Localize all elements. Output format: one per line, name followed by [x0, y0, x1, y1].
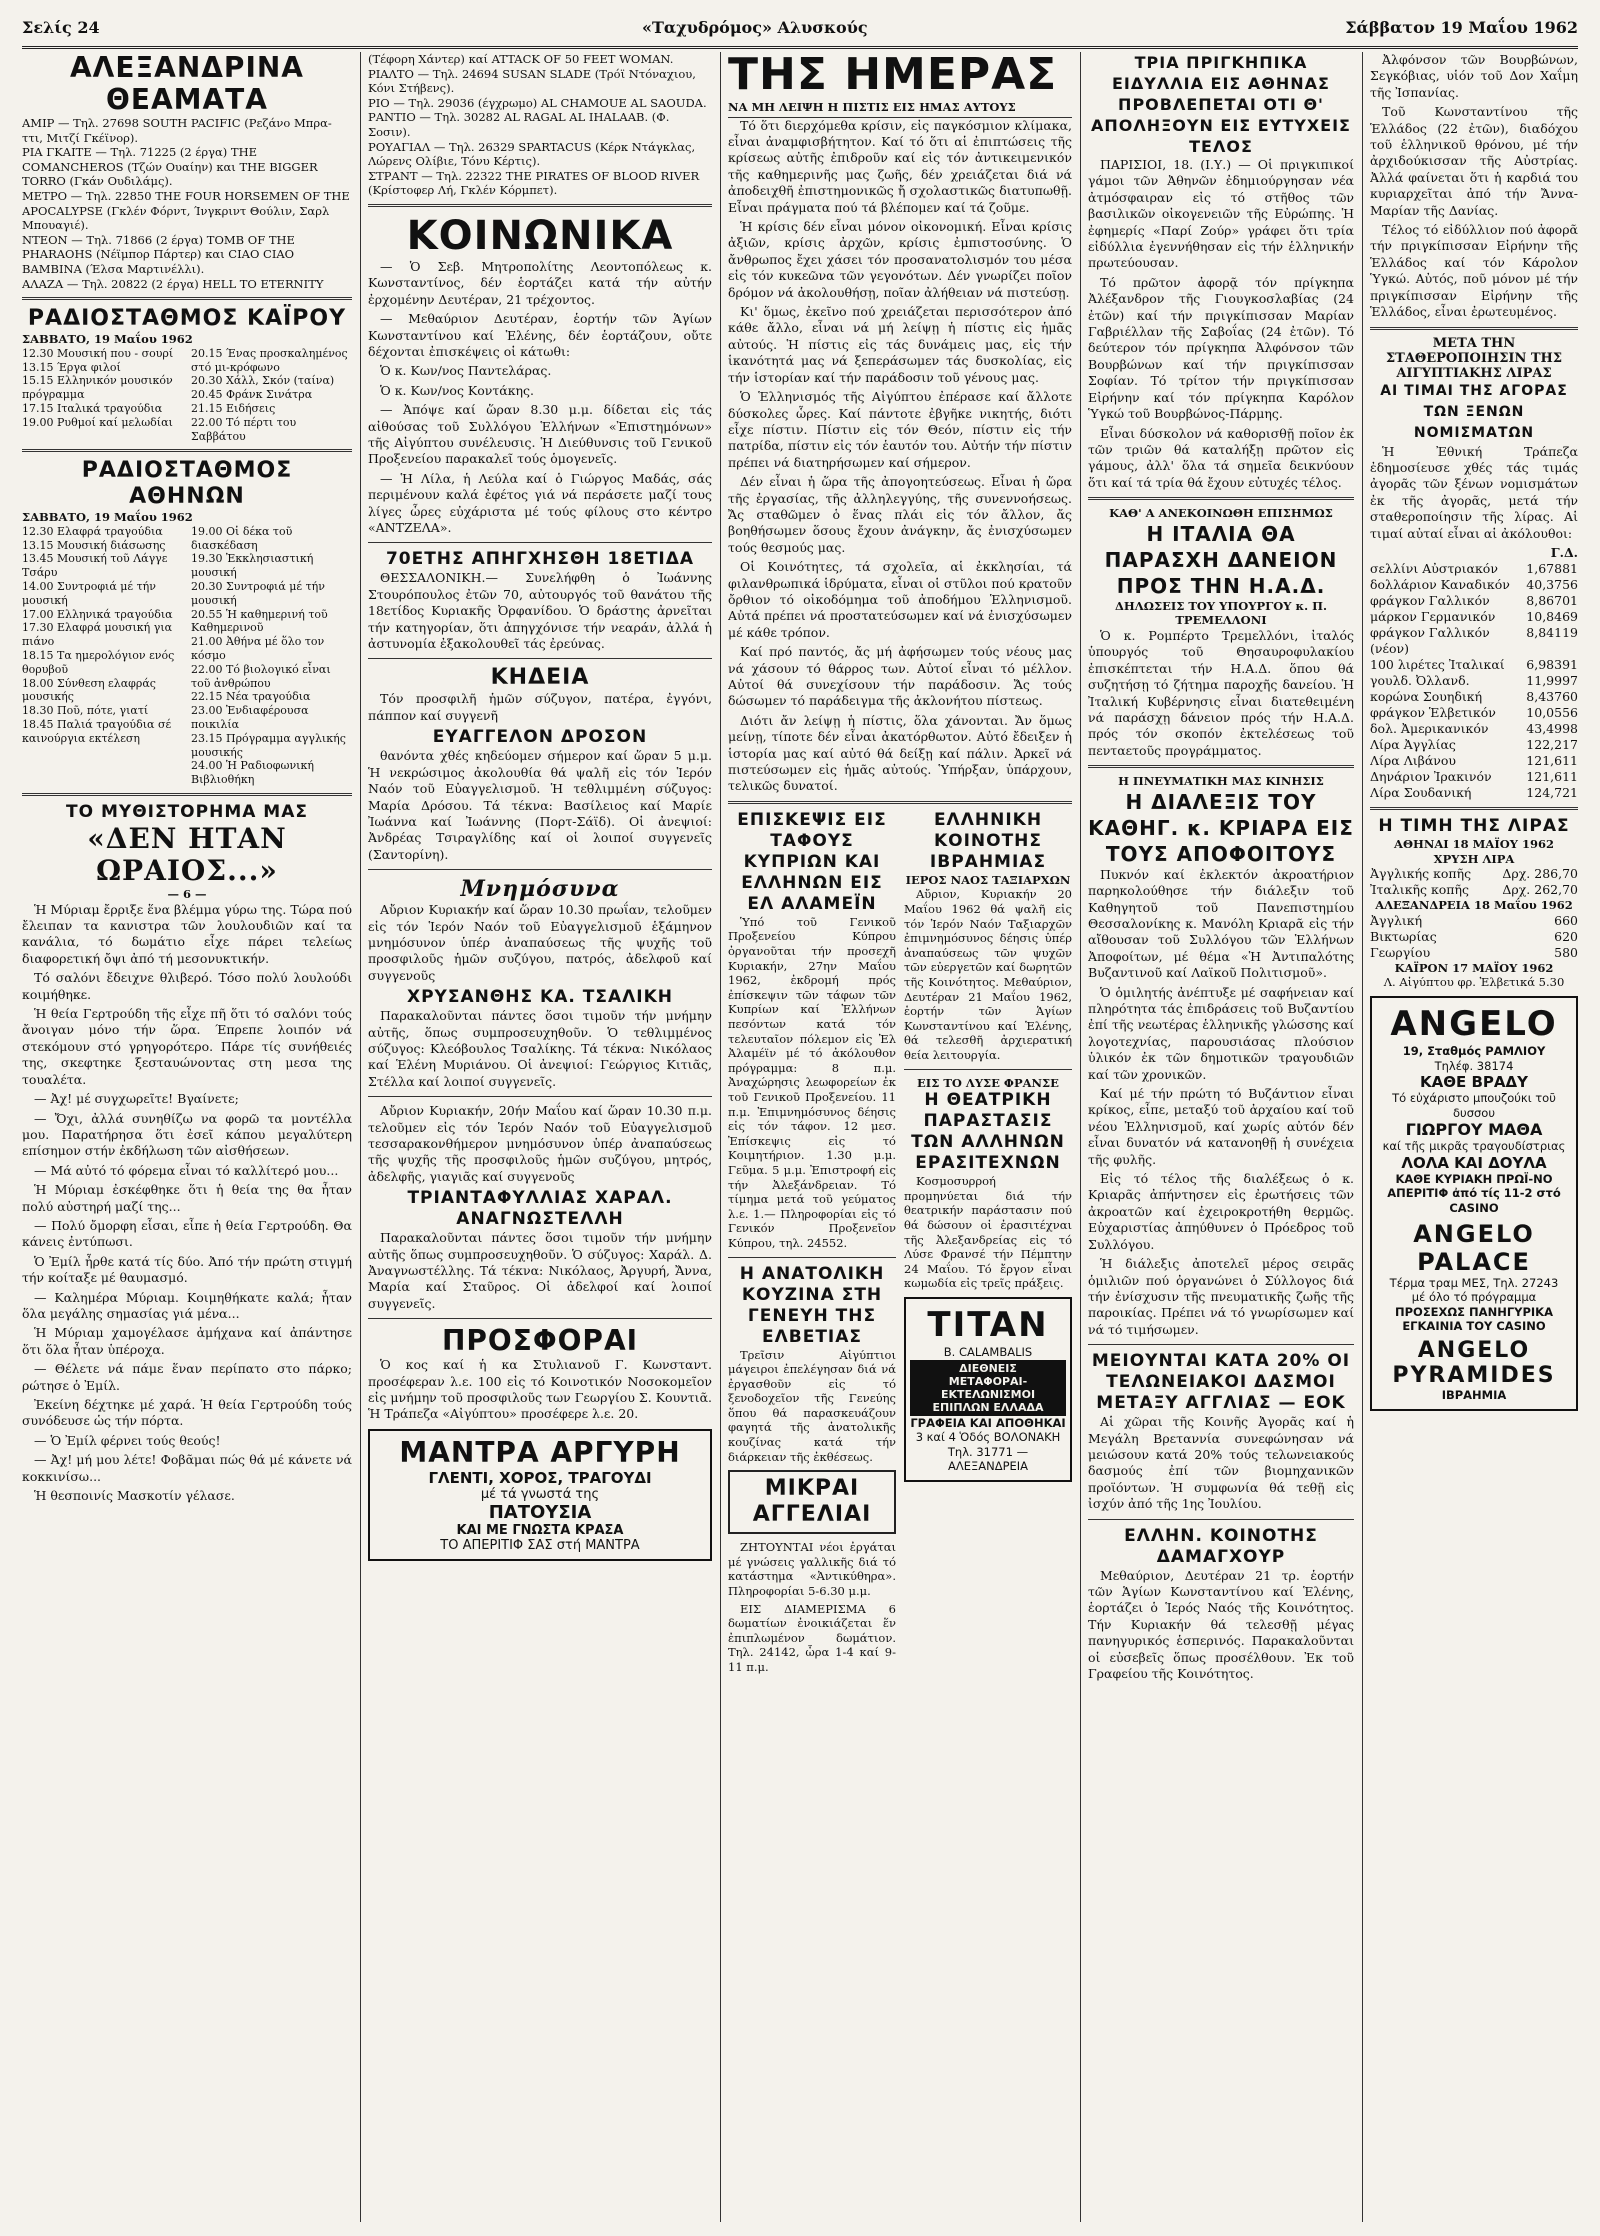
ad-line: Τηλ. 31771 — ΑΛΕΞΑΝΔΡΕΙΑ	[947, 1444, 1029, 1474]
paragraph: Καί πρό παντός, ἄς μή ἀφήσωμεν τούς νέους μας νά χάσουν τό θάρρος των. Αὐτοί εἶναι τό μέλλον. Αὐτοί θά συνεχίσουν τήν παράδοσιν. Ἄς τούς δώσωμεν τό παράδειγμα τῆς ἀκλονήτου πίστεως.	[728, 644, 1072, 709]
divider	[1370, 327, 1578, 330]
fx-unit: Γ.Δ.	[1550, 544, 1578, 560]
divider	[368, 1318, 712, 1319]
classified-ad: ΖΗΤΟΥΝΤΑΙ νέοι ἐργάται μέ γνώσεις γαλλικῆς διά τό κατάστημα «Ἀντικύθηρα». Πληροφορίαι 5-6.30 μ.μ.	[728, 1540, 896, 1599]
paragraph: — Θέλετε νά πάμε ἕναν περίπατο στο πάρκο; ρώτησε ὁ Ἐμίλ.	[22, 1361, 352, 1393]
schedule-item: 20.55 Ἡ καθημερινή τοῦ Καθημερινοῦ	[191, 607, 328, 635]
rate-row	[1370, 737, 1578, 753]
novel-body	[22, 902, 352, 1505]
angelo-ad	[1370, 996, 1578, 1411]
memorials-heading: Μνημόσυνα	[460, 876, 620, 903]
divider	[728, 1257, 896, 1258]
divider	[1088, 497, 1354, 500]
currency-name: 100 λιρέτες Ἰταλικαί	[1370, 656, 1505, 672]
paragraph: — Ὄχι, ἀλλά συνηθίζω να φορῶ τα μοντέλλα μου. Παρατήρησα ὅτι ἐσεῖ κάπου μεγαλύτερη επίσημον στήν ἐκδήλωση τῶν αἰσθήσεων.	[22, 1110, 352, 1159]
divider	[22, 297, 352, 300]
paragraph: Ἡ Ἐθνική Τράπεζα ἐδημοσίευσε χθές τάς τιμάς ἀγορᾶς τῶν ξένων νομισμάτων ἐκ τῆς ἀγορᾶς, μετά τήν σταθεροποίησιν τῆς λίρας. Αἱ τιμαί αὐταί εἶναι αἱ ἀκόλουθοι:	[1370, 443, 1578, 541]
rate-row	[1370, 609, 1578, 625]
angelo-pyramides-logo: ANGELO PYRAMIDES	[1392, 1338, 1556, 1389]
rate-row	[1370, 753, 1578, 769]
paragraph: Ἐκείνη δέχτηκε μέ χαρά. Ἡ θεία Γερτρούδη τούς συνόδευσε ὡς τήν πόρτα.	[22, 1397, 352, 1429]
rate-row	[1370, 769, 1578, 785]
rate-value: 620	[1554, 928, 1578, 944]
rate-value: 8,43760	[1526, 688, 1578, 704]
paragraph: — Ἡ Λίλα, ἡ Λεύλα καί ὁ Γιώργος Μαδάς, σάς περιμένουν καλά ἐφέτος γιά νά περάσετε μαζί τους λίγες ὧρες εὐχάριστα μέ τούς φίλους στο κέντρο «ΑΝΤΖΕΛΑ».	[368, 470, 712, 536]
deceased-name: ΕΥΑΓΓΕΛΟΝ ΔΡΟΣΟΝ	[432, 727, 648, 748]
schedule-item: 13.45 Μουσική τοῦ Λάγγε Τσάρυ	[22, 552, 168, 580]
coin-name: Γεωργίου	[1370, 944, 1431, 960]
editorial-subtitle: ΝΑ ΜΗ ΛΕΙΨΗ Η ΠΙΣΤΙΣ ΕΙΣ ΗΜΑΣ ΑΥΤΟΥΣ	[728, 98, 1072, 118]
page-number: Σελίς 24	[22, 18, 100, 37]
divider	[368, 1096, 712, 1097]
schedule-item: 18.30 Ποῦ, πότε, γιατί	[22, 704, 149, 718]
rate-row	[1370, 945, 1578, 961]
divider	[1088, 1519, 1354, 1520]
rate-value: 121,611	[1526, 768, 1578, 784]
rate-value: Δρχ. 262,70	[1502, 882, 1578, 898]
classifieds-box	[728, 1470, 896, 1534]
schedule-item: 15.15 Ελληνικόν μουσικόν πρόγραμμα	[22, 374, 173, 402]
ad-line: B. CALAMBALIS	[943, 1344, 1033, 1359]
gold-sovereign-label: ΧΡΥΣΗ ΛΙΡΑ	[1433, 851, 1515, 866]
angelo-palace-logo: ANGELO PALACE	[1413, 1219, 1535, 1276]
column-rule	[720, 52, 721, 2222]
lower-split	[728, 810, 1072, 1678]
coin-name: Βικτωρίας	[1370, 928, 1437, 944]
schedule-item: 22.00 Τό βιολογικό εἶναι τοῦ ἀνθρώπου	[191, 662, 331, 690]
paragraph: Δέν εἶναι ἡ ὥρα τῆς ἀπογοητεύσεως. Εἶναι ἡ ὥρα τῆς ἐργασίας, τῆς ἀλληλεγγύης, τῆς συνεννοήσεως. Ἄς σταθῶμεν ὁ ἕνας πλάι εἰς τόν ἄλλον, ἄς βοηθήσωμεν ὅσους ἔχουν ἀνάγκην, ἄς ἐνισχύσωμεν τούς θεσμούς μας.	[728, 474, 1072, 555]
theatre-heading: Η ΘΕΑΤΡΙΚΗ ΠΑΡΑΣΤΑΣΙΣ ΤΩΝ ΑΛΛΗΝΩΝ ΕΡΑΣΙΤΕΧΝΩΝ	[911, 1090, 1065, 1174]
rate-row	[1370, 785, 1578, 801]
visit-heading: ΕΠΙΣΚΕΨΙΣ ΕΙΣ ΤΑΦΟΥΣ ΚΥΠΡΙΩΝ ΚΑΙ ΕΛΛΗΝΩΝ ΕΙΣ ΕΛ ΑΛΑΜΕΪΝ	[737, 809, 887, 914]
schedule-item: 17.30 Ελαφρά μουσική για πιάνο	[22, 621, 173, 649]
rate-value: Δρχ. 286,70	[1502, 866, 1578, 882]
paragraph: Τοῦ Κωνσταντίνου τῆς Ἑλλάδος (22 ἐτῶν), διαδόχου τοῦ ἑλληνικοῦ θρόνου, μέ τήν ἀρχιδούκισσαν τῆς Αὐστρίας. Ἀλλά φαίνεται ὅτι ἡ καρδιά του κυριαρχεῖται ἀπό τήν Ἄννα-Μαρίαν τῆς Δανίας.	[1370, 104, 1578, 218]
paragraph: — Ἀπόψε καί ὥραν 8.30 μ.μ. δίδεται εἰς τάς αἰθούσας τοῦ Συλλόγου Ἑλλήνων «Ἐπιστημόνων» τῆς Αἰγύπτου συνέλευσις. Ἡ Διεύθυνσις τοῦ Γενικοῦ Προξενείου παρακαλεῖ τούς ὁμογενεῖς.	[368, 402, 712, 467]
deceased-name: ΧΡΥΣΑΝΘΗΣ ΚΑ. ΤΣΑΛΙΚΗ	[406, 987, 674, 1008]
schedule-item: 23.15 Πρόγραμμα αγγλικής μουσικής	[191, 731, 346, 759]
currency-name: δολλάριον Καναδικόν	[1370, 576, 1510, 592]
schedule-item: 13.15 Μουσική διάσωσης	[22, 538, 166, 552]
rate-value: 43,4998	[1526, 720, 1578, 736]
ad-title: ΜΑΝΤΡΑ ΑΡΓΥΡΗ	[399, 1435, 681, 1469]
editorial-body	[728, 118, 1072, 795]
cinema-listing: (Τέφορη Χάντερ) καί ATTACK OF 50 FEET WOMAN.	[368, 52, 674, 66]
ad-line: 3 καί 4 Ὁδός ΒΟΛΟΝΑΚΗ	[915, 1430, 1061, 1445]
paragraph: ΘΕΣΣΑΛΟΝΙΚΗ.— Συνελήφθη ὁ Ἰωάννης Στουρόπουλος ἐτῶν 70, αὐτουργός τοῦ θανάτου τῆς 18ετίδος Κυριακῆς Ὀρφανίδου. Ὁ δράστης ἀρνεῖται τήν κατηγορίαν, ὅτι ἀπηγχόνισε τήν νεαράν, ἀλλά ἡ ἀστυνομία ἐξακολουθεῖ τάς ἐρεύνας.	[368, 570, 712, 652]
paragraph: Ἀλφόνσον τῶν Βουρβώνων, Σεγκόβιας, υἱόν τοῦ Δον Χαΐμη τῆς Ἰσπανίας.	[1370, 52, 1578, 100]
column-rule	[1080, 52, 1081, 2222]
ad-line: Τό εὐχάριστο μπουζούκι τοῦ δυσσου	[1392, 1091, 1556, 1120]
ad-line: ΤΟ ΑΠΕΡΙΤΙΦ ΣΑΣ στή ΜΑΝΤΡΑ	[440, 1537, 640, 1553]
italy-subheading: ΔΗΛΩΣΕΙΣ ΤΟΥ ΥΠΟΥΡΓΟΥ κ. Π. ΤΡΕΜΕΛΛΟΝΙ	[1115, 598, 1327, 628]
schedule-item: 19.00 Ρυθμοί καί μελωδίαι	[22, 415, 173, 429]
ad-line: ΙΒΡΑΗΜΙΑ	[1441, 1388, 1507, 1403]
ad-line: καί τῆς μικρᾶς τραγουδίστριας	[1382, 1139, 1566, 1154]
rate-value: 10,8469	[1526, 608, 1578, 624]
masthead-name: «Ταχυδρόμος» Αλυσκούς	[642, 18, 868, 37]
schedule-item: 22.00 Τό πέρτι του Σαββάτου	[191, 415, 297, 443]
paragraph: Τόν προσφιλῆ ἡμῶν σύζυγον, πατέρα, ἐγγόνι, πάππον καί συγγενῆ	[368, 691, 712, 723]
gold-cairo-label: ΚΑΪΡΟΝ 17 ΜΑΪΟΥ 1962	[1394, 960, 1554, 975]
rate-value: 124,721	[1526, 784, 1578, 800]
ad-line: ΔΙΕΘΝΕΙΣ ΜΕΤΑΦΟΡΑΙ-ΕΚΤΕΛΩΝΙΣΜΟΙ ΕΠΙΠΛΩΝ ΕΛΛΑΔΑ	[910, 1360, 1066, 1416]
paragraph: Κοσμοσυρροή προμηνύεται διά τήν θεατρικήν παράστασιν πού θά δώσουν οἱ ἐρασιτέχναι τῆς Ἀλεξανδρείας εἰς τό Λύσε Φρανσέ τήν Πέμπτην 24 Μαΐου. Τό ἔργον εἶναι κωμωδία εἰς τρεῖς πράξεις.	[904, 1174, 1072, 1291]
rate-value: 10,0556	[1526, 704, 1578, 720]
paragraph: Τό πρῶτον ἀφορᾷ τόν πρίγκηπα Ἀλέξανδρον τῆς Γιουγκοσλαβίας (24 ἐτῶν) καί τήν πριγκίπισσαν Μαρίαν Γαβριέλλαν τῆς Σαβοΐας (24 ἐτῶν). Τό δεύτερον τόν πρίγκηπα Ἀλφόνσον τῶν Βουρβώνων καί τήν πριγκίπισσαν Σοφίαν. Τό τρίτον τήν πριγκίπισσαν Εἰρήνην καί τόν πρίγκηπα Καρόλον Ὑγκώ τοῦ Βουρβώνος-Πάρμης.	[1088, 274, 1354, 422]
currency-name: φράγκον Ἑλβετικόν	[1370, 704, 1496, 720]
paragraph: Παρακαλοῦνται πάντες ὅσοι τιμοῦν τήν μνήμην αὐτῆς ὅπως συμπροσευχηθοῦν. Ὁ σύζυγος: Χαράλ. Δ. Ἀναγνωστέλλης. Τά τέκνα: Νικόλαος, Ἀργυρή, Ἄννα, Μαρία καί Σταῦρος. Οἱ ἀδελφοί καί λοιποί συγγενεῖς.	[368, 1230, 712, 1311]
paragraph: — Πολύ ὄμορφη εἶσαι, εἶπε ἡ θεία Γερτρούδη. Θα κάνεις ἐντύπωσι.	[22, 1217, 352, 1250]
subcolumn-right	[904, 810, 1072, 1678]
classified-ad: ΕΙΣ ΔΙΑΜΕΡΙΣΜΑ 6 δωματίων ἐνοικιάζεται ἕν ἐπιπλωμένον δωμάτιον. Τηλ. 24142, ὧρα 1-4 καί 9-11 π.μ.	[728, 1601, 896, 1674]
tariffs-heading: ΜΕΙΟΥΝΤΑΙ ΚΑΤΑ 20% ΟΙ ΤΕΛΩΝΕΙΑΚΟΙ ΔΑΣΜΟΙ ΜΕΤΑΞΥ ΑΓΓΛΙΑΣ — ΕΟΚ	[1091, 1351, 1351, 1414]
angelo-logo: ANGELO	[1390, 1003, 1558, 1044]
damanhur-heading: ΕΛΛΗΝ. ΚΟΙΝΟΤΗΣ ΔΑΜΑΓΧΟΥΡ	[1124, 1525, 1318, 1567]
paragraph: Ἡ κρίσις δέν εἶναι μόνον οἰκονομική. Εἶναι κρίσις ἀξιῶν, κρίσις ἀρχῶν, κρίσις ἐμπιστοσύνης. Ὁ ἄνθρωπος ἔχει χάσει τόν προσανατολισμόν του μέσα εἰς τόν κυκεῶνα τῶν γεγονότων. Δέν γνωρίζει ποῖον δρόμον νά ἀκολουθήσῃ, ποῖαν ἀλήθειαν νά πιστεύσῃ.	[728, 219, 1072, 300]
rate-row	[1370, 593, 1578, 609]
schedule-item: 23.00 Ἐνδιαφέρουσα ποικιλία	[191, 704, 309, 732]
paragraph: θανόντα χθές κηδεύομεν σήμερον καί ὥραν 5 μ.μ. Ἡ νεκρώσιμος ἀκολουθία θά ψαλῆ εἰς τόν Ἱερόν Ναόν τοῦ Εὐαγγελισμοῦ. Ἡ τεθλιμμένη σύζυγος: Μαρία Δρόσου. Τά τέκνα: Βασίλειος καί Μαρίε Ἰωάννα καί Ἰωάννης (Πορτ-Σάϊδ). Οἱ ἀνεψιοί: Ἀνδρέας Τσιραγλίδης καί οἱ λοιποί συγγενεῖς (Σαντορίνη).	[368, 748, 712, 862]
radio-cairo-schedule	[22, 347, 352, 444]
schedule-item: 12.30 Ελαφρά τραγούδια	[22, 524, 163, 538]
schedule-item: 12.30 Μουσική που - σουρί	[22, 346, 174, 360]
cuisine-heading: Η ΑΝΑΤΟΛΙΚΗ ΚΟΥΖΙΝΑ ΣΤΗ ΓΕΝΕΥΗ ΤΗΣ ΕΛΒΕΤΙΑΣ	[739, 1263, 885, 1347]
cinema-listing: ΡΙΟ — Τηλ. 29036 (έγχρωμο) AL CHAMOUE AL SAOUDA.	[368, 95, 707, 110]
paragraph: — Ἀχ! μή μου λέτε! Φοβᾶμαι πώς θά μέ κάνετε νά κοκκινίσω...	[22, 1452, 352, 1484]
schedule-item: 21.15 Ειδήσεις	[191, 401, 276, 415]
novel-title: «ΔΕΝ ΗΤΑΝ ΩΡΑΙΟΣ...»	[87, 822, 287, 888]
rate-row	[1370, 625, 1578, 657]
fx-kicker: ΜΕΤΑ ΤΗΝ ΣΤΑΘΕΡΟΠΟΙΗΣΙΝ ΤΗΣ ΑΙΓΥΠΤΙΑΚΗΣ ΛΙΡΑΣ	[1385, 335, 1563, 381]
cinema-listing: ΑΛΑΖΑ — Τηλ. 20822 (2 έργα) HELL TO ETERNITY	[22, 276, 324, 291]
paragraph: — Ἀχ! μέ συγχωρεῖτε! Βγαίνετε;	[34, 1091, 239, 1107]
paragraph: — Ὁ Σεβ. Μητροπολίτης Λεοντοπόλεως κ. Κωνσταντίνος, δέν ἑορτάζει κατά τήν αὐτήν ἐρχομένην Δευτέραν, 21 τρέχοντος.	[368, 258, 712, 307]
column-rule	[1362, 52, 1363, 2222]
community-subheading: ΙΕΡΟΣ ΝΑΟΣ ΤΑΞΙΑΡΧΩΝ	[905, 872, 1071, 887]
paragraph: Τρεῖσιν Αἰγύπτιοι μάγειροι ἐπελέγησαν διά νά ἐργασθοῦν εἰς τό ξενοδοχεῖον τῆς Γενεύης ὅπου θά παρασκευάζουν φαγητά τῆς ἀνατολικῆς κουζίνας κατά τήν διάρκειαν τῆς ἐκθέσεως.	[728, 1347, 896, 1464]
rate-value: 122,217	[1526, 736, 1578, 752]
paragraph: Διότι ἄν λείψῃ ἡ πίστις, ὅλα χάνονται. Ἄν ὅμως μείνῃ, τίποτε δέν εἶναι ἀκατόρθωτον. Αὐτό ἔδειξεν ἡ ἱστορία μας καί αὐτό θά δείξῃ καί πάλιν. Ἀρκεῖ νά πιστεύσωμεν εἰς ἡμᾶς αὐτούς. Ὑπήρξαν, ὑπάρχουν, τελικῶς δυνατοί.	[728, 712, 1072, 794]
cinema-listing: ΣΤΡΑΝΤ — Τηλ. 22322 THE PIRATES OF BLOOD RIVER (Κρίστοφερ Λή, Γκλέν Κόρμπετ).	[368, 168, 700, 198]
paragraph: Ὁ κ. Ρομπέρτο Τρεμελλόνι, ἰταλός ὑπουργός τοῦ Θησαυροφυλακίου ἐπισκέπτεται τήν Η.Α.Δ. ὅπου θά συζητήσῃ τό ζήτημα παροχῆς δανείου. Ἡ Ἰταλική Κυβέρνησις εἶναι διατεθειμένη νά παράσχῃ δάνειον πρός τήν Η.Α.Δ. πρός τόν σκοπόν ἐκτελέσεως τοῦ πενταετοῦς προγράμματος.	[1088, 627, 1354, 758]
lecture-kicker: Η ΠΝΕΥΜΑΤΙΚΗ ΜΑΣ ΚΙΝΗΣΙΣ	[1118, 774, 1324, 789]
offers-heading: ΠΡΟΣΦΟΡΑΙ	[441, 1324, 639, 1358]
paragraph: Ὁ Ἑλληνισμός τῆς Αἰγύπτου ἐπέρασε καί ἄλλοτε δύσκολες ὧρες. Καί πάντοτε ἐβγῆκε νικητής, διότι εἶχε πίστιν. Πίστιν εἰς τόν Θεόν, πίστιν εἰς τήν πατρίδα, πίστιν εἰς τόν ἑαυτόν του. Αὐτήν τήν πίστιν πρέπει νά διατηρήσωμεν καί σήμερον.	[728, 389, 1072, 470]
paragraph: Ἡ θεσποινίς Μασκοτίν γέλασε.	[34, 1488, 235, 1504]
paragraph: — Μεθαύριον Δευτέραν, ἑορτήν τῶν Ἁγίων Κωνσταντίνου καί Ἑλένης, δέν ἑορτάζουν, οὔτε δέχονται ἐπισκέψεις οἱ κάτωθι:	[368, 311, 712, 359]
rate-value: 660	[1554, 912, 1578, 928]
italy-kicker: ΚΑΘ' Α ΑΝΕΚΟΙΝΩΘΗ ΕΠΙΣΗΜΩΣ	[1109, 506, 1333, 521]
fx-heading: ΑΙ ΤΙΜΑΙ ΤΗΣ ΑΓΟΡΑΣ ΤΩΝ ΞΕΝΩΝ ΝΟΜΙΣΜΑΤΩΝ	[1380, 382, 1568, 441]
coin-name: Ἰταλικῆς κοπῆς	[1370, 882, 1470, 898]
rate-row	[1370, 689, 1578, 705]
community-heading: ΕΛΛΗΝΙΚΗ ΚΟΙΝΟΤΗΣ ΙΒΡΑΗΜΙΑΣ	[929, 809, 1047, 872]
cinema-list	[22, 116, 352, 291]
schedule-item: 22.15 Νέα τραγούδια	[191, 690, 311, 704]
cinema-list-continued	[368, 52, 712, 198]
gold-athens-label: ΑΘΗΝΑΙ 18 ΜΑΪΟΥ 1962	[1394, 836, 1554, 851]
ad-line: μέ όλο τό πρόγραμμα	[1411, 1290, 1537, 1305]
rate-value: 1,67881	[1526, 560, 1578, 576]
schedule-item: 21.00 Ἀθήνα μέ ὅλο τον κόσμο	[191, 635, 325, 663]
paragraph: Κι' ὅμως, ἐκεῖνο πού χρειάζεται περισσότερον ἀπό κάθε ἄλλο, εἶναι νά μή λείψῃ ἡ πίστις εἰς ἡμᾶς αὐτούς. Ἡ πίστις εἰς τάς δυνάμεις μας, εἰς τήν ἱκανότητά μας νά ξεπεράσωμεν τάς δυσκολίας, εἰς τήν ἱστορίαν καί τήν παράδοσιν τοῦ γένους μας.	[728, 304, 1072, 385]
coin-name: Ἀγγλική	[1370, 912, 1423, 928]
paragraph: Εἰς τό τέλος τῆς διαλέξεως ὁ κ. Κριαρᾶς ἀπήντησεν εἰς ἐρωτήσεις τῶν ἀκροατῶν καί ἐχειροκροτήθη θερμῶς. Εὐχαριστίας ἀπηύθυνεν ὁ Πρόεδρος τοῦ Συλλόγου.	[1088, 1171, 1354, 1252]
classifieds-heading: ΜΙΚΡΑΙ ΑΓΓΕΛΙΑΙ	[752, 1476, 872, 1528]
divider	[904, 1069, 1072, 1070]
cinema-listing: ΡΟΥΑΓΙΑΛ — Τηλ. 26329 SPARTACUS (Κέρκ Ντάγκλας, Λώρενς Ολίβιε, Τόνυ Κέρτις).	[368, 139, 696, 169]
editorial-heading: ΤΗΣ ΗΜΕΡΑΣ	[728, 52, 1058, 100]
titan-logo: TITAN	[927, 1304, 1049, 1345]
cinemas-heading: ΑΛΕΞΑΝΔΡΙΝΑ ΘΕΑΜΑΤΑ	[70, 52, 304, 116]
rate-value: 6,98391	[1526, 656, 1578, 672]
paragraph: — Ὁ Ἐμίλ φέρνει τούς θεούς!	[34, 1432, 221, 1448]
schedule-item: 18.15 Τα ημερολόγιον ενός θορυβοῦ	[22, 649, 175, 676]
cinema-listing: ΡΑΝΤΙΟ — Τηλ. 30282 AL RAGAL AL IHALAAB. (Φ. Σοσιν).	[368, 110, 670, 139]
schedule-item: 19.30 Ἐκκλησιαστική μουσική	[191, 552, 314, 580]
paragraph: Ὁ Ἐμίλ ἦρθε κατά τίς δύο. Ἀπό τήν πρώτη στιγμή τήν κοίταξε μέ θαυμασμό.	[22, 1253, 352, 1286]
paragraph: — Καλημέρα Μύριαμ. Κοιμηθήκατε καλά; ἦταν ὅλα μεγάλης σημασίας γιά μένα...	[22, 1289, 352, 1321]
radio-athens-schedule	[22, 525, 352, 787]
cinema-listing: ΡΙΑΛΤΟ — Τηλ. 24694 SUSAN SLADE (Τρόϊ Ντόναχιου, Κόνι Στήβενς).	[368, 66, 696, 96]
column-1	[22, 52, 352, 2222]
ad-line: Τέρμα τραμ ΜΕΣ, Τηλ. 27243	[1389, 1275, 1559, 1290]
paragraph: Αὔριον, Κυριακήν 20 Μαΐου 1962 θά ψαλῆ εἰς τόν Ἱερόν Ναόν Ταξιαρχῶν ἐπιμνημόσυνος δέησις ὑπέρ ἀναπαύσεως τῶν ψυχῶν τῶν εὐεργετῶν καί δωρητῶν τῆς Κοινότητος. Μεθαύριον, Δευτέραν 21 Μαΐου 1962, ἑορτήν τῶν Ἁγίων Κωνσταντίνου καί Ἑλένης, θά τελεσθῆ ἀρχιερατική θεία λειτουργία.	[904, 887, 1072, 1062]
rate-row	[1370, 929, 1578, 945]
gold-alex-label: ΑΛΕΞΑΝΔΡΕΙΑ 18 Μαΐου 1962	[1375, 898, 1573, 913]
rate-value: 121,611	[1526, 752, 1578, 768]
paragraph: Οἱ Κοινότητες, τά σχολεῖα, αἱ ἐκκλησίαι, τά φιλανθρωπικά ἱδρύματα, εἶναι οἱ στῦλοι πού κρατοῦν ὄρθιον τό οἰκοδόμημα τοῦ ἀποδήμου Ἑλληνισμοῦ. Αὐτά πρέπει νά προστατεύσωμεν καί νά ἐνισχύσωμεν μέ κάθε τρόπον.	[728, 559, 1072, 640]
column-2	[368, 52, 712, 2222]
titan-ad	[904, 1297, 1072, 1482]
schedule-item: 14.00 Συντροφιά μέ τήν μουσική	[22, 580, 156, 607]
schedule-item: 20.30 Συντροφιά μέ τήν μουσική	[191, 580, 325, 607]
subcolumn-left	[728, 810, 896, 1678]
rate-row	[1370, 705, 1578, 721]
schedule-item: 17.15 Ιταλικά τραγούδια	[22, 401, 163, 415]
cinema-listing: ΡΙΑ ΓΚΑΙΤΕ — Τηλ. 71225 (2 έργα) THE COMANCHEROS (Τζών Ουαίην) και THE BIGGER TORRO (Γκάν Ουδιλάμς).	[22, 145, 318, 189]
ad-line: 19, Σταθμός ΡΑΜΛΙΟΥ	[1402, 1043, 1546, 1058]
paragraph: Πυκνόν καί ἐκλεκτόν ἀκροατήριον παρηκολούθησε τήν διάλεξιν τοῦ Καθηγητοῦ τοῦ Πανεπιστημίου Θεσσαλονίκης κ. Μανόλη Κριαρᾶ εἰς τήν αἴθουσαν τοῦ Συλλόγου τῶν Ἑλλήνων Ἀποφοίτων, μέ θέμα «Ἡ Ἀντιπαλότης Βυζαντινοῦ καί Λαϊκοῦ Πολιτισμοῦ».	[1088, 866, 1354, 981]
ad-line: ΚΑΙ ΜΕ ΓΝΩΣΤΑ ΚΡΑΣΑ	[456, 1522, 624, 1538]
gold-rates-athens	[1370, 866, 1578, 898]
ad-line: ΠΡΟΣΕΧΩΣ ΠΑΝΗΓΥΡΙΚΑ ΕΓΚΑΙΝΙΑ ΤΟΥ CASINO	[1395, 1304, 1553, 1334]
schedule-item: 20.45 Φράνκ Σινάτρα	[191, 388, 313, 402]
paragraph: Αἱ χῶραι τῆς Κοινῆς Ἀγορᾶς καί ἡ Μεγάλη Βρεταννία συνεφώνησαν νά μειώσουν κατά 20% τούς τελωνειακούς δασμούς ἐπί τῶν βιομηχανικῶν προϊόντων. Ἡ συμφωνία θά τεθῇ εἰς ἰσχύν ἀπό τῆς 1ης Ἰουλίου.	[1088, 1414, 1354, 1512]
radio-athens-date: ΣΑΒΒΑΤΟ, 19 Μαΐου 1962	[22, 510, 193, 525]
rate-row	[1370, 866, 1578, 882]
rate-value: 40,3756	[1526, 576, 1578, 592]
currency-name: Λίρα Ἀγγλίας	[1370, 736, 1456, 752]
novel-kicker: ΤΟ ΜΥΘΙΣΤΟΡΗΜΑ ΜΑΣ	[66, 802, 308, 823]
lecture-heading: Η ΔΙΑΛΕΞΙΣ ΤΟΥ ΚΑΘΗΓ. κ. ΚΡΙΑΡΑ ΕΙΣ ΤΟΥΣ ΑΠΟΦΟΙΤΟΥΣ	[1088, 789, 1354, 866]
radio-athens-heading: ΡΑΔΙΟΣΤΑΘΜΟΣ ΑΘΗΝΩΝ	[81, 458, 293, 510]
paragraph: ΠΑΡΙΣΙΟΙ, 18. (Ι.Υ.) — Οἱ πριγκιπικοί γάμοι τῶν Ἀθηνῶν ἐδημιούργησαν νέα ἀτμόσφαιραν εἰς τό στῆθος τῶν βασιλικῶν οἰκογενειῶν τῆς Εὐρώπης. Ἡ ἐφημερίς «Παρί Ζούρ» γράφει ὅτι τρία εἰδύλλια ἐγεννήθησαν εἰς τήν ἑλληνικήν πρωτεύουσαν.	[1088, 157, 1354, 271]
social-heading: ΚΟΙΝΩΝΙΚΑ	[406, 212, 674, 259]
currency-name: Λίρα Λιβάνου	[1370, 752, 1457, 768]
currency-name: σελλίνι Αὐστριακόν	[1370, 560, 1498, 576]
rate-row	[1370, 721, 1578, 737]
rate-row	[1370, 577, 1578, 593]
rate-value: 580	[1554, 944, 1578, 960]
schedule-item: 13.15 Έργα φιλοί	[22, 360, 121, 374]
gold-cairo-rate: Λ. Αἰγύπτου φρ. Ἑλβετικά 5.30	[1383, 975, 1565, 990]
divider	[368, 869, 712, 870]
ad-line: ΓΛΕΝΤΙ, ΧΟΡΟΣ, ΤΡΑΓΟΥΔΙ	[428, 1468, 652, 1487]
coin-name: Ἀγγλικής κοπῆς	[1370, 866, 1472, 882]
schedule-item: 19.00 Οἱ δέκα τοῦ διασκέδαση	[191, 524, 293, 552]
rate-row	[1370, 657, 1578, 673]
paragraph: Αὔριον Κυριακήν, 20ήν Μαΐου καί ὥραν 10.30 π.μ. τελοῦμεν εἰς τόν Ἱερόν Ναόν τοῦ Εὐαγγελισμοῦ τεσσαρακονθήμερον μνημόσυνον ὑπέρ ἀναπαύσεως τῆς ψυχῆς τῆς προσφιλοῦς ἡμῶν συζύγου, μητρός, ἀδελφῆς, γιαγιᾶς καί συγγενοῦς	[368, 1103, 712, 1184]
ad-line: ΚΑΘΕ ΚΥΡΙΑΚΗ ΠΡΩΪ-ΝΟ ΑΠΕΡΙΤΙΦ ἀπό τίς 11-2 στό CASINO	[1387, 1171, 1561, 1216]
wedding-heading: ΤΡΙΑ ΠΡΙΓΚΗΠΙΚΑ ΕΙΔΥΛΛΙΑ ΕΙΣ ΑΘΗΝΑΣ ΠΡΟΒΛΕΠΕΤΑΙ ΟΤΙ Θ' ΑΠΟΛΗΞΟΥΝ ΕΙΣ ΕΥΤΥΧΕΙΣ ΤΕΛΟΣ	[1091, 53, 1351, 156]
schedule-item: 20.15 Ένας προσκαλημένος στό μι-κρόφωνο	[191, 346, 348, 374]
currency-name: φράγκον Γαλλικόν (νέον)	[1370, 624, 1490, 656]
paragraph: Ὁ κος καί ἡ κα Στυλιανοῦ Γ. Κωνσταντ. προσέφεραν λ.ε. 100 εἰς τό Κοινοτικόν Νοσοκομεῖον εἰς μνήμην τοῦ προσφιλοῦς των Γεωργίου Σ. Κουντιᾶ. Ἡ Τράπεζα «Αἰγύπτου» προσέφερε λ.ε. 20.	[368, 1357, 712, 1422]
novel-part: — 6 —	[167, 887, 207, 902]
rate-value: 8,86701	[1526, 592, 1578, 608]
ad-line: ΓΡΑΦΕΙΑ ΚΑΙ ΑΠΟΘΗΚΑΙ	[910, 1415, 1066, 1430]
currency-name: δολ. Ἀμερικανικόν	[1370, 720, 1489, 736]
rate-row	[1370, 561, 1578, 577]
paragraph: Ὑπό τοῦ Γενικοῦ Προξενείου Κύπρου ὀργανοῦται τήν προσεχῆ Κυριακήν, 27ην Μαΐου 1962, ἐκδρομή πρός ἐπίσκεψιν τῶν τάφων τῶν Κυπρίων καί Ἑλλήνων πεσόντων κατά τόν τελευταῖον πόλεμον εἰς Ἐλ Ἀλαμέϊν μέ τό ἀκόλουθον πρόγραμμα: 8 π.μ. Ἀναχώρησις λεωφορείων ἐκ τοῦ Γενικοῦ Προξενείου. 11 π.μ. Ἐπιμνημόσυνος δέησις εἰς τόν τάφον. 12 μεσ. Ἐπίσκεψις εἰς τό Κοιμητήριον. 1.30 μ.μ. Γεῦμα. 5 μ.μ. Ἐπιστροφή εἰς τήν Ἀλεξάνδρειαν. Τό τίμημα μετά τοῦ γεύματος λ.ε. 1.— Πληροφορίαι εἰς τό Γενικόν Προξενεῖον Κύπρου, τηλ. 24552.	[728, 914, 896, 1250]
divider	[22, 793, 352, 796]
paragraph: Τό ὅτι διερχόμεθα κρίσιν, εἰς παγκόσμιον κλίμακα, εἶναι ἀναμφισβήτητον. Καί τό ὅτι αἱ ἐπιπτώσεις τῆς κρίσεως αὐτῆς ἐπιδροῦν καί εἰς τόν ἀντικειμενικόν τῆς καθημερινῆς μας ζωῆς, δέν χρειάζεται διά νά ἀποδειχθῆ ἐπιστημονικῶς ἤ σχολαστικῶς διατυπωθῇ. Εἶναι πράγματα πού τά βλέπομεν καί τά ζοῦμε.	[728, 117, 1072, 215]
divider	[1370, 807, 1578, 810]
theatre-kicker: ΕΙΣ ΤΟ ΛΥΣΕ ΦΡΑΝΣΕ	[917, 1075, 1059, 1090]
currency-name: Δηνάριον Ἰρακινόν	[1370, 768, 1492, 784]
radio-cairo-heading: ΡΑΔΙΟΣΤΑΘΜΟΣ ΚΑΪΡΟΥ	[27, 306, 347, 332]
paragraph: Ὁ κ. Κων/νος Παντελάρας.	[380, 363, 552, 379]
paragraph: Τέλος τό εἰδύλλιον πού ἀφορᾶ τήν πριγκίπισσαν Εἰρήνην τῆς Ἑλλάδος καί τόν Κάρολον Ὑγκώ. Αὐτός, ποῦ μόνον μέ τήν πριγκίπισσαν Εἰρήνην τῆς Ἑλλάδος, εἶναι ἐρωτευμένος.	[1370, 222, 1578, 320]
fx-rates-table	[1370, 545, 1578, 801]
divider	[368, 542, 712, 543]
divider	[1088, 1344, 1354, 1345]
paragraph: Ἡ Μύριαμ ἐσκέφθηκε ὅτι ἡ θεία της θα ἦταν πολύ αὐστηρή μαζί της...	[22, 1182, 352, 1214]
paragraph: Ἡ Μύριαμ χαμογέλασε ἀμήχανα καί ἀπάντησε ὅτι ὅλα ἦταν ὑπέροχα.	[22, 1325, 352, 1357]
paragraph: Τό σαλόνι ἔδειχνε θλιβερό. Τόσο πολύ λουλούδι κοιμήθηκε.	[22, 970, 352, 1002]
gold-rates-alex	[1370, 913, 1578, 961]
currency-name: φράγκον Γαλλικόν	[1370, 592, 1490, 608]
paragraph: Ἡ διάλεξις ἀποτελεῖ μέρος σειρᾶς ὁμιλιῶν πού ὀργανώνει ὁ Σύλλογος διά τήν ἐνίσχυσιν τῆς πνευματικῆς ζωῆς τῆς παροικίας. Πρέπει νά τό γνωρίσωμεν καί νά τό τιμήσωμεν.	[1088, 1256, 1354, 1337]
newspaper-page	[22, 10, 1578, 2226]
rate-row	[1370, 882, 1578, 898]
paragraph: Ἡ Μύριαμ ἔρριξε ἕνα βλέμμα γύρω της. Τώρα πού ἔλειπαν τα κανιστρα τῶν λουλουδιῶν καί τα κανάλια, τό δωμάτιο εἶχε πάρει τελείως διαφορετική ὄψι ἀπό τή μεσονυκτικήν.	[22, 901, 352, 966]
schedule-item: 18.00 Σύνθεση ελαφράς μουσικής	[22, 676, 156, 704]
currency-name: κορώνα Σουηδική	[1370, 688, 1483, 704]
divider	[1088, 765, 1354, 768]
ad-line: ΚΑΘΕ ΒΡΑΔΥ	[1420, 1073, 1528, 1092]
divider	[22, 449, 352, 452]
divider	[368, 658, 712, 659]
rate-value: 11,9997	[1526, 672, 1578, 688]
column-4	[1088, 52, 1354, 2222]
paragraph: Μεθαύριον, Δευτέραν 21 τρ. ἑορτήν τῶν Ἁγίων Κωνσταντίνου καί Ἑλένης, ἑορτάζει ὁ Ἱερός Ναός τῆς Κοινότητος. Τήν Κυριακήν θά τελεσθῇ μέγας πανηγυρικός ἑσπερινός. Παρακαλοῦνται οἱ εὐσεβεῖς ὅπως προσέλθουν. Ἐκ τοῦ Γραφείου τῆς Κοινότητος.	[1088, 1567, 1354, 1681]
rate-row	[1370, 673, 1578, 689]
ad-line: μέ τά γνωστά της	[480, 1486, 600, 1502]
ad-line: ΛΟΛΑ ΚΑΙ ΔΟΥΛΑ	[1401, 1153, 1547, 1172]
schedule-item: 20.30 Χάλλ, Σκόν (ταίνα)	[191, 374, 335, 388]
italy-heading: Η ΙΤΑΛΙΑ ΘΑ ΠΑΡΑΣΧΗ ΔΑΝΕΙΟΝ ΠΡΟΣ ΤΗΝ Η.Α.Δ.	[1104, 521, 1338, 598]
ad-line: ΓΙΩΡΓΟΥ ΜΑΘΑ	[1405, 1120, 1543, 1140]
mantra-argyri-ad	[368, 1429, 712, 1561]
divider	[728, 801, 1072, 804]
cinema-listing: ΝΤΕΟΝ — Τηλ. 71866 (2 έργα) TOMB OF THE PHARAOHS (Νέϊμπορ Πάρτερ) και CIAO CIAO BAMBINA (Έλσα Μαρτινέλλι).	[22, 232, 295, 276]
paragraph: Ὁ ὁμιλητής ἀνέπτυξε μέ σαφήνειαν καί πληρότητα τάς ἐπιδράσεις τοῦ Βυζαντίου ἐπί τῆς νεωτέρας ἑλληνικῆς γλώσσης καί λογοτεχνίας, παρουσιάσας πλούσιον ὑλικόν ἐκ τῶν δημοτικῶν τραγουδιῶν καί τῶν χρονικῶν.	[1088, 984, 1354, 1082]
paragraph: Παρακαλοῦνται πάντες ὅσοι τιμοῦν τήν μνήμην αὐτῆς, ὅπως συμπροσευχηθοῦν. Ὁ τεθλιμμένος σύζυγος: Κλεόβουλος Τσαλίκης. Τά τέκνα: Νικόλαος καί Ἑλένη Μυριάνου. Οἱ ἀνεψιοί: Γεώργιος Κιτιᾶς, Στέλλα καί λοιποί συγγενεῖς.	[368, 1008, 712, 1089]
running-head	[22, 10, 1578, 49]
paragraph: Ἡ θεία Γερτρούδη τῆς εἶχε πῆ ὅτι τό σαλόνι τούς ἄνοιγαν μόνο τήν ὥρα. Έπρεπε λοιπόν νά στεκόμουν στό γρηγορότερο. Πάρε τίς συνήθειές της, σκεφτηκε ξεσταυώνοντας στη μεσα της τουαλέτα.	[22, 1006, 352, 1087]
currency-name: Λίρα Σουδανική	[1370, 784, 1472, 800]
schedule-item: 18.45 Παλιά τραγούδια σέ καινούργια εκτέλεση	[22, 718, 172, 745]
cinema-listing: ΑΜΙΡ — Τηλ. 27698 SOUTH PACIFIC (Ρεζάνο Μπρα-ττι, Μιτζί Γκέϊνορ).	[22, 116, 332, 145]
paragraph: — Μά αὐτό τό φόρεμα εἶναι τό καλλίτερό μου...	[34, 1162, 339, 1178]
ad-line: ΠΑΤΟΥΣΙΑ	[488, 1501, 592, 1523]
funerals-heading: ΚΗΔΕΙΑ	[490, 665, 590, 691]
gold-heading: Η ΤΙΜΗ ΤΗΣ ΛΙΡΑΣ	[1378, 815, 1570, 836]
paragraph: Εἶναι δύσκολον νά καθορισθῇ ποῖον ἐκ τῶν τριῶν θά καταλήξῃ πρῶτον εἰς γάμους, ἀλλ' ὅλα τά σημεῖα δεικνύουν ὅτι καί τά τρία θά ἔχουν εὐτυχές τέλος.	[1088, 425, 1354, 490]
column-3	[728, 52, 1072, 2222]
paragraph: Καί μέ τήν πρώτη τό Βυζάντιον εἶναι κρίκος, εἶπε, μεταξύ τοῦ ἀρχαίου καί τοῦ νέου Ἑλληνισμοῦ, καί χωρίς αὐτόν δέν εἶναι δυνατόν νά κατανοηθῇ ἡ συνέχεια τῆς φυλῆς.	[1088, 1086, 1354, 1167]
column-rule	[360, 52, 361, 2222]
rate-value: 8,84119	[1526, 624, 1578, 640]
cinema-listing: ΜΕΤΡΟ — Τηλ. 22850 THE FOUR HORSEMEN OF THE APOCALYPSE (Γκλέν Φόρντ, Ίνγκριντ Θούλιν, Σαρλ Μπουαγιέ).	[22, 188, 350, 233]
radio-cairo-date: ΣΑΒΒΑΤΟ, 19 Μαΐου 1962	[22, 332, 193, 347]
rate-row	[1370, 913, 1578, 929]
issue-date: Σάββατον 19 Μαΐου 1962	[1345, 18, 1578, 37]
currency-name: μάρκον Γερμανικόν	[1370, 608, 1496, 624]
deceased-name: ΤΡΙΑΝΤΑΦΥΛΛΙΑΣ ΧΑΡΑΛ. ΑΝΑΓΝΩΣΤΕΛΛΗ	[407, 1188, 673, 1230]
column-5	[1370, 52, 1578, 2222]
divider	[368, 204, 712, 207]
schedule-item: 17.00 Ελληνικά τραγούδια	[22, 607, 173, 621]
ad-line: Τηλέφ. 38174	[1434, 1058, 1514, 1073]
paragraph: Ὁ κ. Κων/νος Κοντάκης.	[380, 382, 535, 398]
currency-name: γουλδ. Ὀλλανδ.	[1370, 672, 1470, 688]
paragraph: Αὔριον Κυριακήν καί ὥραν 10.30 πρωΐαν, τελοῦμεν εἰς τόν Ἱερόν Ναόν τοῦ Εὐαγγελισμοῦ ἑξάμηνον μνημόσυνον ὑπέρ ἀναπαύσεως τῆς ψυχῆς τοῦ προσφιλοῦς ἡμῶν συζύγου, πατρός, ἀδελφοῦ καί συγγενοῦς	[368, 902, 712, 983]
schedule-item: 24.00 Ἡ Ραδιοφωνική Βιβλιοθήκη	[191, 759, 314, 787]
obituary-news-heading: 70ΕΤΗΣ ΑΠΗΓΧΗΣΘΗ 18ΕΤΙΔΑ	[385, 549, 695, 570]
